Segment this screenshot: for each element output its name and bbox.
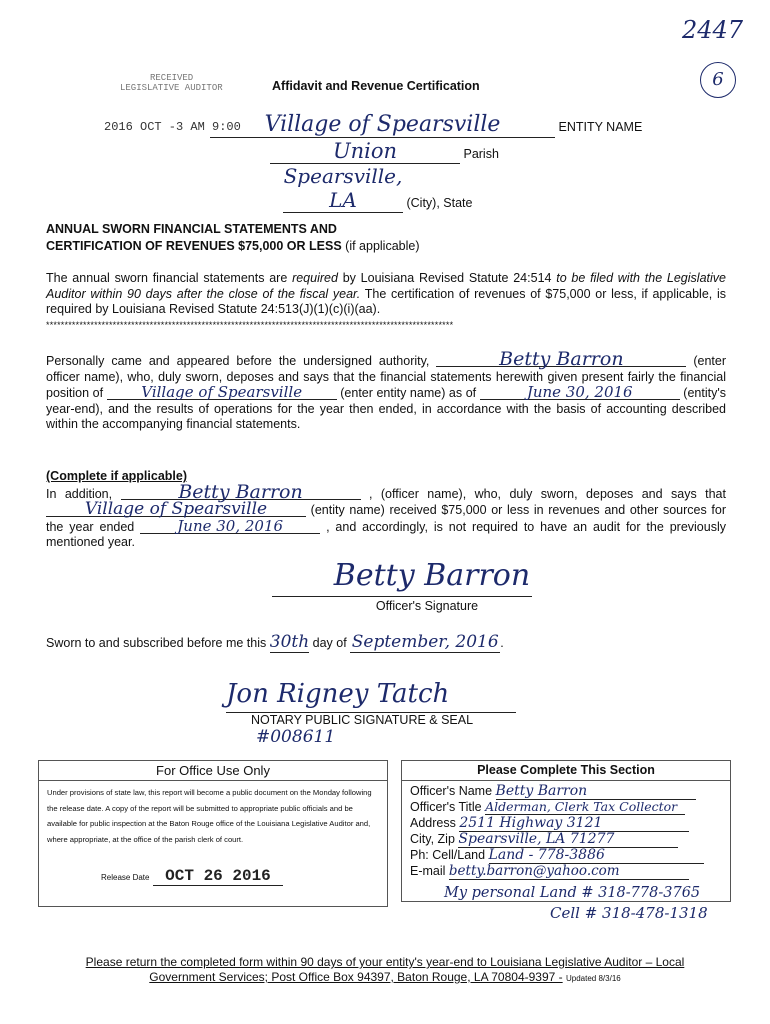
affidavit-text-c: (enter entity name) as of [340, 386, 477, 400]
affidavit-year-end: June 30, 2016 [480, 385, 680, 400]
sworn-line [46, 632, 504, 653]
circled-number-text: 6 [712, 69, 724, 90]
received-stamp-line1: RECEIVED [150, 73, 194, 83]
sworn-period: . [500, 636, 504, 650]
star-divider: ************************************************************************************************************** [46, 320, 454, 330]
field-address-value: 2511 Highway 3121 [459, 815, 689, 832]
affidavit-text-d: (entity's year-end), and the results of operations for the year then ended, in accordance with the basis of accounting described within the accompanying financial statements. [46, 386, 726, 431]
circled-number [700, 62, 736, 98]
field-officer-name-value: Betty Barron [496, 783, 696, 800]
field-officer-name-label: Officer's Name [410, 784, 493, 798]
revenue-cert-text-d: , and accordingly, is not required to have an audit for the previously mentioned year. [46, 519, 726, 549]
revenue-cert-text-c: (entity name) received $75,000 or less in revenues and other sources for the year ended [46, 503, 726, 534]
complete-section-title: Please Complete This Section [402, 761, 730, 781]
section-heading-line2: CERTIFICATION OF REVENUES $75,000 OR LESS [46, 239, 342, 253]
revenue-cert-entity-name: Village of Spearsville [46, 502, 306, 517]
intro-italic: to be filed with the Legislative Auditor within 90 days after the close of the fiscal year. [46, 271, 726, 301]
parish-value: Union [270, 139, 460, 164]
footer-line2 [40, 970, 730, 984]
section-heading-line1: ANNUAL SWORN FINANCIAL STATEMENTS AND [46, 222, 337, 236]
field-email [410, 863, 724, 879]
complete-section-box [401, 760, 731, 902]
sworn-month-year: September, 2016 [351, 632, 499, 652]
field-officer-title [410, 799, 724, 815]
field-city-zip-value: Spearsville, LA 71277 [458, 831, 678, 848]
revenue-cert-text-a: In addition, [46, 486, 113, 501]
officer-signature-label: Officer's Signature [375, 599, 479, 613]
city-state-label: (City), State [406, 196, 473, 210]
notary-number: #008611 [256, 727, 336, 747]
office-use-box [38, 760, 388, 907]
intro-required: required [292, 271, 338, 285]
parish-row [270, 139, 530, 164]
form-title: Affidavit and Revenue Certification [272, 79, 480, 93]
revenue-cert-text-b: , (officer name), who, duly sworn, deposes and says that [368, 486, 726, 501]
sworn-text-b: day of [312, 636, 347, 650]
affidavit-officer-name: Betty Barron [436, 352, 686, 367]
entity-name-row [210, 112, 660, 138]
affidavit-paragraph [46, 348, 726, 433]
sworn-day: 30th [269, 632, 310, 652]
notary-label: NOTARY PUBLIC SIGNATURE & SEAL [251, 713, 474, 727]
revenue-cert-heading: (Complete if applicable) [46, 469, 187, 483]
field-officer-title-label: Officer's Title [410, 800, 482, 814]
revenue-cert-year-end: June 30, 2016 [140, 519, 320, 534]
intro-text-2: by Louisiana Revised Statute 24:514 [342, 271, 552, 285]
field-address-label: Address [410, 816, 456, 830]
officer-signature-block [272, 556, 532, 613]
field-officer-name [410, 783, 724, 799]
field-phone-label: Ph: Cell/Land [410, 848, 486, 862]
footer-updated: Updated 8/3/16 [566, 974, 621, 983]
affidavit-text-b: (enter officer name), who, duly sworn, deposes and says that the financial statements herewith given present fairly the financial position of [46, 354, 726, 400]
entity-name-label: ENTITY NAME [558, 120, 643, 134]
sworn-text-a: Sworn to and subscribed before me this [46, 636, 267, 650]
intro-paragraph [46, 271, 726, 318]
release-date-row [101, 867, 283, 886]
office-use-text: Under provisions of state law, this report will become a public document on the Monday following the release date. A copy of the report will be submitted to appropriate public officials and be available for public inspection at the Baton Rouge office of the Louisiana Legislative Auditor and, where appropriate, at the office of the parish clerk of court. [47, 788, 372, 844]
received-stamp [120, 73, 223, 93]
footer-line2-text: Government Services; Post Office Box 94397, Baton Rouge, LA 70804-9397 - [149, 970, 563, 984]
field-email-label: E-mail [410, 864, 446, 878]
release-date-label: Release Date [101, 873, 150, 882]
revenue-cert-officer-name: Betty Barron [121, 485, 361, 500]
city-state-row [283, 164, 523, 213]
revenue-cert-paragraph [46, 469, 726, 551]
affidavit-entity-name: Village of Spearsville [107, 385, 337, 400]
field-phone [410, 847, 724, 863]
officer-signature: Betty Barron [272, 556, 532, 597]
entity-name-value: Village of Spearsville [210, 112, 555, 138]
intro-text-3: The certification of revenues of $75,000 or less, if applicable, is required by Louisiana Revised Statute 24:513(J)(1)(c)(i)(aa). [46, 286, 726, 316]
footer-line1: Please return the completed form within 90 days of your entity's year-end to Louisiana Legislative Auditor – Local [85, 955, 685, 969]
personal-land-note: My personal Land # 318-778-3765 [444, 885, 701, 901]
city-value: Spearsville, LA [283, 164, 403, 212]
received-stamp-date: 2016 OCT -3 AM 9:00 [104, 120, 241, 134]
release-date-value: OCT 26 2016 [153, 867, 283, 886]
field-phone-value: Land - 778-3886 [489, 847, 704, 864]
section-heading [46, 221, 420, 255]
field-city-zip [410, 831, 724, 847]
field-officer-title-value: Alderman, Clerk Tax Collector [485, 799, 685, 815]
field-email-value: betty.barron@yahoo.com [449, 863, 689, 880]
page-number-handwritten: 2447 [682, 16, 744, 44]
field-address [410, 815, 724, 831]
affidavit-text-a: Personally came and appeared before the undersigned authority, [46, 354, 430, 368]
section-heading-suffix: (if applicable) [345, 239, 420, 253]
parish-label: Parish [463, 147, 499, 161]
notary-signature: Jon Rigney Tatch [226, 676, 516, 713]
received-stamp-line2: LEGISLATIVE AUDITOR [120, 83, 223, 93]
field-city-zip-label: City, Zip [410, 832, 455, 846]
office-use-title: For Office Use Only [39, 761, 387, 781]
complete-section-fields [402, 781, 730, 879]
intro-text-1: The annual sworn financial statements are [46, 271, 288, 285]
notary-block [226, 676, 516, 747]
cell-note: Cell # 318-478-1318 [550, 904, 708, 922]
